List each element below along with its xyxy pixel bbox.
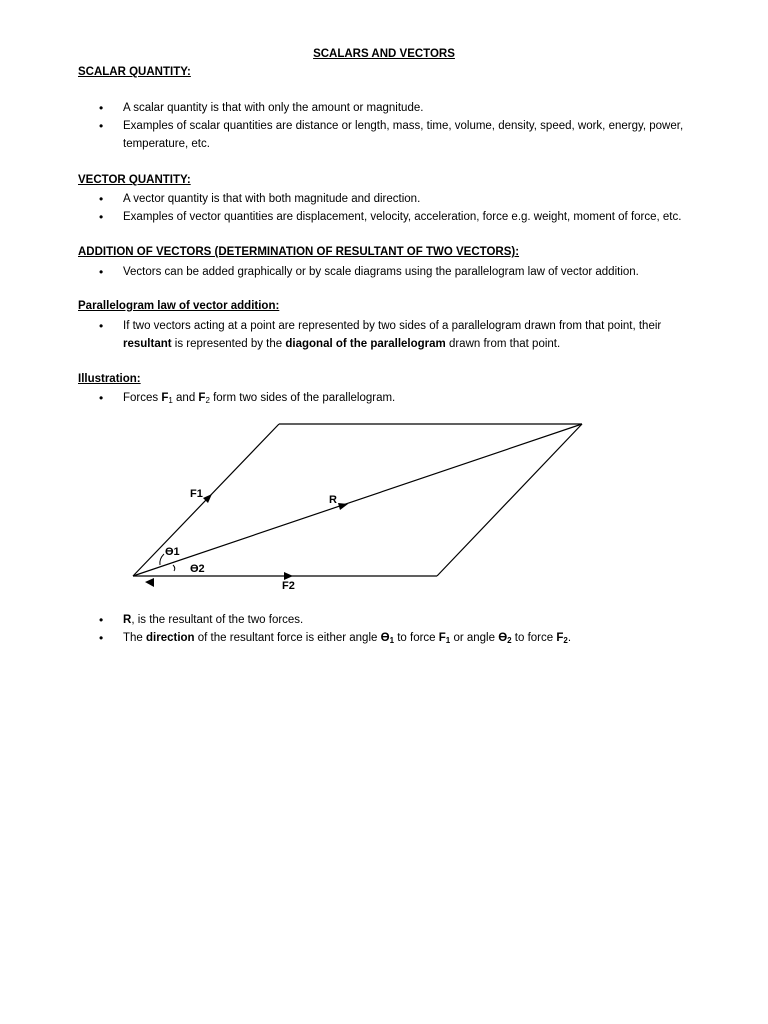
conclusion-list	[0, 611, 768, 647]
page-title: SCALARS AND VECTORS	[313, 48, 455, 60]
theta-symbol: ϴ	[380, 632, 390, 644]
label-f1: F1	[190, 488, 203, 500]
law-text-a: If two vectors acting at a point are represented by two sides of a parallelogram drawn from that point, their	[123, 320, 662, 332]
label-r: R	[329, 494, 337, 506]
list-item: • Vectors can be added graphically or by scale diagrams using the parallelogram law of vector addition.	[0, 263, 768, 281]
direction-word: direction	[146, 632, 195, 644]
law-bold-diagonal: diagonal of the parallelogram	[285, 338, 446, 350]
list-item	[0, 611, 768, 629]
conclusion-text-2b: of the resultant force is either angle	[194, 632, 381, 644]
f2-arrowhead	[284, 572, 293, 580]
label-f2: F2	[282, 580, 295, 592]
illustration-text-c: form two sides of the parallelogram.	[209, 392, 396, 404]
theta1-arc	[160, 554, 164, 565]
subscript: 2	[205, 396, 210, 405]
law-heading: Parallelogram law of vector addition:	[78, 300, 280, 312]
conclusion-to-force: to force	[394, 632, 439, 644]
force-symbol: F	[198, 392, 206, 404]
conclusion-text-2a: The	[123, 632, 147, 644]
illustration-text-a: Forces	[123, 392, 162, 404]
conclusion-end: .	[567, 632, 572, 644]
subscript: 1	[445, 636, 451, 645]
resultant-symbol: R	[123, 614, 132, 626]
law-text-b: is represented by the	[171, 338, 286, 350]
law-text-c: drawn from that point.	[445, 338, 561, 350]
conclusion-text-1: , is the resultant of the two forces.	[131, 614, 304, 626]
subscript: 2	[507, 636, 512, 645]
list-item: • Examples of scalar quantities are distance or length, mass, time, volume, density, speed, work, energy, power, temperature, etc.	[0, 117, 768, 153]
force-symbol: F	[438, 632, 446, 644]
angle-arrowhead	[145, 578, 154, 587]
theta-symbol: ϴ	[498, 632, 508, 644]
theta2-arc	[173, 565, 175, 571]
law-bold-resultant: resultant	[123, 338, 172, 350]
label-theta2: ϴ2	[190, 563, 205, 575]
list-item	[0, 629, 768, 647]
list-item: • A scalar quantity is that with only the amount or magnitude.	[0, 99, 768, 117]
subscript: 2	[563, 636, 568, 645]
list-item: • Examples of vector quantities are displacement, velocity, acceleration, force e.g. weight, moment of force, etc.	[0, 208, 768, 226]
r-arrowhead	[338, 503, 348, 510]
illustration-text-b: and	[172, 392, 199, 404]
force-symbol: F	[161, 392, 169, 404]
scalar-heading: SCALAR QUANTITY:	[78, 66, 191, 78]
subscript: 1	[168, 396, 173, 405]
conclusion-or-angle: or angle	[450, 632, 499, 644]
list-item: • A vector quantity is that with both magnitude and direction.	[0, 190, 768, 208]
illustration-heading: Illustration:	[78, 373, 141, 385]
conclusion-to-force: to force	[511, 632, 557, 644]
addition-heading: ADDITION OF VECTORS (DETERMINATION OF RESULTANT OF TWO VECTORS):	[78, 246, 520, 258]
subscript: 1	[389, 636, 395, 645]
force-symbol: F	[556, 632, 564, 644]
side-right	[437, 424, 582, 576]
vector-heading: VECTOR QUANTITY:	[78, 174, 191, 186]
resultant-diagonal	[133, 424, 582, 576]
label-theta1: ϴ1	[165, 546, 180, 558]
